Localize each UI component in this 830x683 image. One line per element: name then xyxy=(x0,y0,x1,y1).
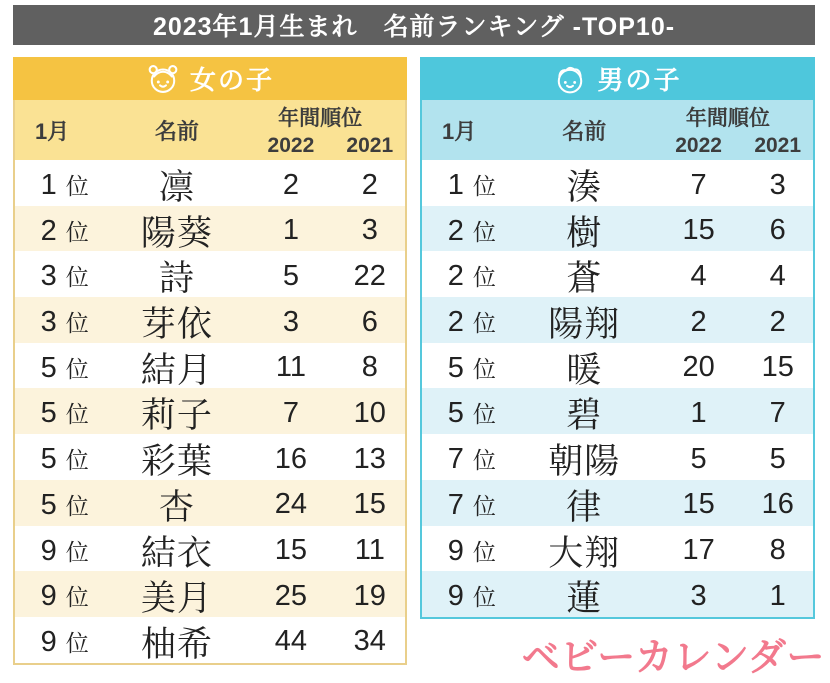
rank-number: 5 xyxy=(447,351,464,384)
rank-number: 7 xyxy=(447,488,464,521)
rank-suffix: 位 xyxy=(472,355,496,382)
rank-number: 5 xyxy=(40,488,57,521)
ranking-row xyxy=(422,343,813,389)
annual-rank-2022: 5 xyxy=(690,442,707,475)
rank-suffix: 位 xyxy=(65,584,89,611)
baby-name: 杏 xyxy=(158,487,195,527)
annual-rank-2022: 7 xyxy=(690,168,707,201)
rank-cell xyxy=(15,442,114,476)
annual-rank-2022: 3 xyxy=(690,579,707,612)
column-header-month: 1月 xyxy=(35,118,70,144)
rank-cell xyxy=(15,259,114,293)
annual-rank-2022: 4 xyxy=(690,259,707,292)
annual-rank-2022: 15 xyxy=(682,214,715,247)
ranking-row xyxy=(15,434,405,480)
ranking-row xyxy=(15,617,405,663)
rank-cell xyxy=(422,396,522,430)
rank-cell xyxy=(15,579,114,613)
ranking-row xyxy=(15,206,405,252)
baby-calendar-logo: ベビーカレンダー xyxy=(521,637,825,679)
baby-name: 碧 xyxy=(566,396,603,436)
annual-rank-2021: 5 xyxy=(769,442,786,475)
annual-rank-2021: 3 xyxy=(769,168,786,201)
ranking-row xyxy=(15,343,405,389)
rank-suffix: 位 xyxy=(65,355,89,382)
rank-suffix: 位 xyxy=(472,584,496,611)
rank-cell xyxy=(422,214,522,248)
column-header-2021: 2021 xyxy=(754,133,802,157)
annual-rank-2021: 6 xyxy=(769,214,786,247)
page-title xyxy=(13,5,815,45)
annual-rank-2021: 3 xyxy=(361,214,378,247)
ranking-row xyxy=(15,388,405,434)
ranking-row xyxy=(422,160,813,206)
rank-suffix: 位 xyxy=(65,173,89,199)
annual-rank-2021: 6 xyxy=(361,305,378,338)
ranking-row xyxy=(422,571,813,617)
rank-number: 5 xyxy=(40,351,57,384)
ranking-row xyxy=(15,526,405,572)
annual-rank-2022: 11 xyxy=(275,351,306,384)
annual-rank-2021: 4 xyxy=(769,259,786,292)
rank-cell xyxy=(15,396,114,430)
rank-suffix: 位 xyxy=(65,310,89,337)
rank-cell xyxy=(422,168,522,202)
rank-cell xyxy=(15,168,114,202)
column-header-2022: 2022 xyxy=(675,133,722,157)
annual-rank-2022: 15 xyxy=(682,488,715,521)
rank-suffix: 位 xyxy=(472,447,496,474)
baby-name: 大翔 xyxy=(548,533,621,573)
rank-number: 3 xyxy=(40,306,57,339)
boys-column-headers xyxy=(422,100,813,160)
ranking-row xyxy=(422,206,813,252)
girls-table-header xyxy=(13,57,407,100)
baby-name: 湊 xyxy=(566,168,603,207)
annual-rank-2022: 20 xyxy=(682,351,715,384)
boys-table-header xyxy=(420,57,815,100)
rank-cell xyxy=(15,625,114,659)
girls-ranking-table xyxy=(13,57,407,665)
girls-column-headers xyxy=(15,100,405,160)
baby-name: 陽葵 xyxy=(140,213,213,253)
annual-rank-2022: 44 xyxy=(274,625,308,658)
rank-suffix: 位 xyxy=(472,492,496,519)
boys-table-title: 男の子 xyxy=(597,65,682,95)
annual-rank-2022: 24 xyxy=(274,488,308,521)
rank-cell xyxy=(422,351,522,385)
annual-rank-2022: 5 xyxy=(282,259,299,292)
rank-suffix: 位 xyxy=(472,173,496,199)
annual-rank-2021: 2 xyxy=(769,305,786,338)
rank-number: 9 xyxy=(40,580,57,613)
annual-rank-2021: 11 xyxy=(354,534,385,566)
baby-name: 律 xyxy=(566,487,603,527)
rank-number: 2 xyxy=(40,214,57,247)
rank-number: 7 xyxy=(447,443,464,476)
annual-rank-2021: 22 xyxy=(353,259,386,292)
annual-rank-2022: 25 xyxy=(274,579,308,612)
rank-number: 3 xyxy=(40,260,57,293)
rank-suffix: 位 xyxy=(65,401,89,428)
baby-name: 結月 xyxy=(140,350,213,390)
baby-name: 彩葉 xyxy=(140,442,213,482)
annual-rank-2022: 7 xyxy=(282,396,299,429)
baby-name: 凛 xyxy=(158,168,195,207)
rank-cell xyxy=(15,351,114,385)
ranking-row xyxy=(15,160,405,206)
rank-number: 1 xyxy=(40,169,57,201)
girls-table-body xyxy=(15,160,405,663)
annual-rank-2021: 16 xyxy=(761,488,794,521)
column-header-name: 名前 xyxy=(562,118,607,144)
annual-rank-2021: 34 xyxy=(353,625,386,658)
ranking-row xyxy=(15,297,405,343)
girl-face-icon xyxy=(146,62,180,96)
annual-rank-2022: 3 xyxy=(282,305,299,338)
rank-number: 2 xyxy=(447,214,464,247)
girls-table-title: 女の子 xyxy=(189,65,274,95)
rank-cell xyxy=(422,488,522,522)
ranking-row xyxy=(422,297,813,343)
baby-name: 美月 xyxy=(140,579,213,619)
baby-name: 蓮 xyxy=(566,579,603,619)
page-title-text: 2023年1月生まれ 名前ランキング -TOP10- xyxy=(152,13,676,41)
rank-number: 1 xyxy=(447,169,464,201)
annual-rank-2021: 2 xyxy=(361,168,378,201)
rank-number: 5 xyxy=(40,443,57,476)
column-header-annual-rank: 年間順位 xyxy=(685,106,770,130)
rank-suffix: 位 xyxy=(472,218,496,245)
ranking-row xyxy=(15,480,405,526)
annual-rank-2022: 2 xyxy=(282,168,299,201)
boys-table-body xyxy=(422,160,813,617)
column-header-name: 名前 xyxy=(154,118,199,144)
boy-face-icon xyxy=(553,62,587,96)
rank-suffix: 位 xyxy=(472,538,496,565)
ranking-row xyxy=(422,251,813,297)
baby-name: 暖 xyxy=(566,350,603,390)
rank-number: 9 xyxy=(447,580,464,613)
rank-suffix: 位 xyxy=(65,629,89,656)
annual-rank-2022: 16 xyxy=(274,442,308,475)
ranking-row xyxy=(422,480,813,526)
rank-cell xyxy=(422,442,522,476)
rank-suffix: 位 xyxy=(472,264,496,291)
column-header-2021: 2021 xyxy=(346,133,394,157)
rank-suffix: 位 xyxy=(472,401,496,428)
rank-suffix: 位 xyxy=(65,218,89,245)
ranking-row xyxy=(422,434,813,480)
rank-suffix: 位 xyxy=(65,264,89,291)
rank-cell xyxy=(15,305,114,339)
annual-rank-2021: 7 xyxy=(769,396,786,429)
column-header-2022: 2022 xyxy=(267,133,315,157)
rank-number: 5 xyxy=(40,397,57,430)
rank-number: 9 xyxy=(40,625,57,658)
ranking-row xyxy=(422,526,813,572)
rank-number: 2 xyxy=(447,306,464,339)
baby-name: 結衣 xyxy=(140,533,213,573)
baby-name: 莉子 xyxy=(140,396,213,436)
annual-rank-2021: 19 xyxy=(353,579,386,612)
rank-cell xyxy=(15,214,114,248)
ranking-row xyxy=(15,571,405,617)
ranking-row xyxy=(15,251,405,297)
annual-rank-2021: 15 xyxy=(353,488,386,521)
baby-name: 朝陽 xyxy=(548,442,621,482)
column-header-annual-rank: 年間順位 xyxy=(278,106,363,130)
annual-rank-2021: 1 xyxy=(769,579,786,612)
baby-name: 陽翔 xyxy=(548,305,621,345)
baby-name: 樹 xyxy=(566,213,603,253)
rank-suffix: 位 xyxy=(472,310,496,337)
rank-number: 2 xyxy=(447,260,464,293)
annual-rank-2021: 13 xyxy=(353,442,386,475)
ranking-row xyxy=(422,388,813,434)
annual-rank-2022: 15 xyxy=(274,534,308,566)
baby-name: 蒼 xyxy=(566,259,603,299)
annual-rank-2022: 1 xyxy=(282,214,299,247)
baby-name: 柚希 xyxy=(140,624,213,664)
annual-rank-2022: 1 xyxy=(690,396,707,429)
annual-rank-2021: 10 xyxy=(353,396,386,429)
rank-number: 9 xyxy=(447,534,464,567)
annual-rank-2022: 17 xyxy=(682,534,715,566)
rank-cell xyxy=(422,534,522,568)
rank-number: 5 xyxy=(447,397,464,430)
rank-cell xyxy=(15,534,114,568)
rank-suffix: 位 xyxy=(65,538,89,565)
rank-suffix: 位 xyxy=(65,492,89,519)
annual-rank-2021: 8 xyxy=(361,351,378,384)
rank-suffix: 位 xyxy=(65,447,89,474)
rank-cell xyxy=(15,488,114,522)
boys-ranking-table xyxy=(420,57,815,619)
baby-name: 詩 xyxy=(158,259,195,299)
column-header-month: 1月 xyxy=(442,118,477,144)
rank-number: 9 xyxy=(40,534,57,567)
rank-cell xyxy=(422,259,522,293)
baby-name: 芽依 xyxy=(140,305,213,345)
annual-rank-2021: 8 xyxy=(769,534,786,566)
rank-cell xyxy=(422,305,522,339)
annual-rank-2021: 15 xyxy=(761,351,794,384)
rank-cell xyxy=(422,579,522,613)
annual-rank-2022: 2 xyxy=(690,305,707,338)
